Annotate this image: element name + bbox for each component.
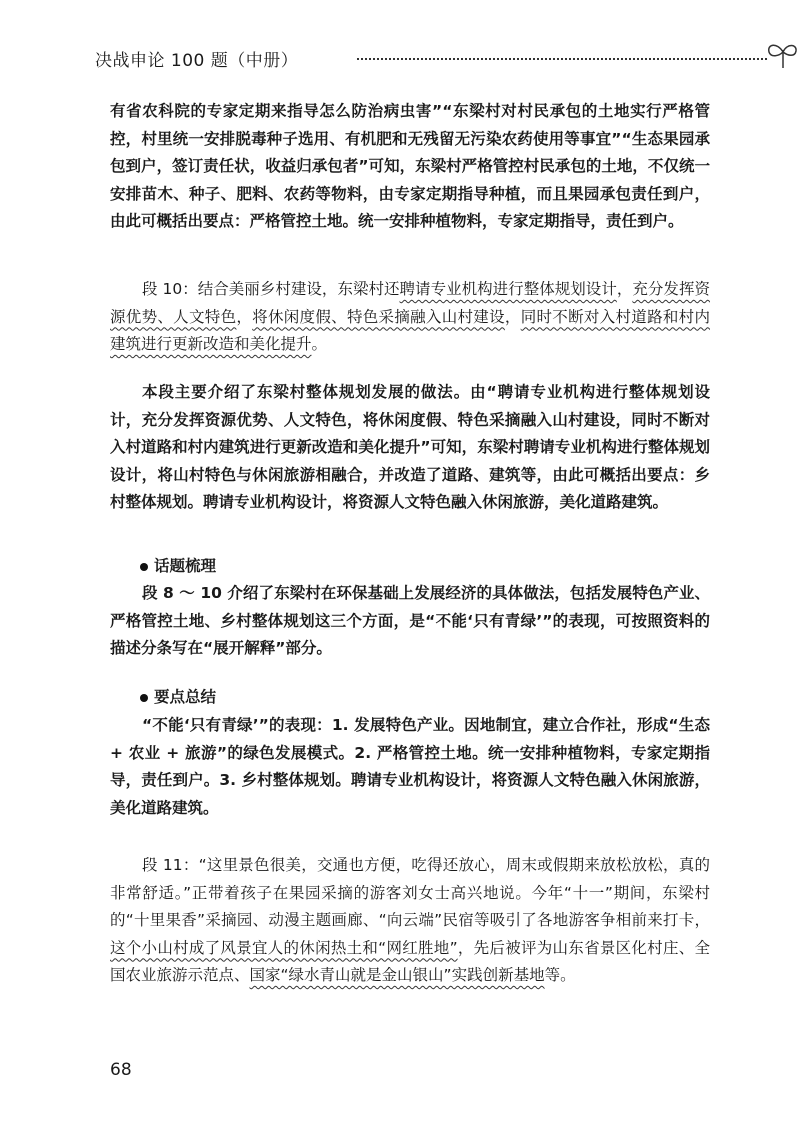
section-topic-review: 话题梳理 (140, 554, 216, 576)
book-title: 决战申论 100 题（中册） (95, 51, 299, 71)
bullet-icon (140, 694, 148, 702)
paragraph-analysis-10: 本段主要介绍了东梁村整体规划发展的做法。由“聘请专业机构进行整体规划设计，充分发挥资源优势、人文特色，将休闲度假、特色采摘融入山村建设，同时不断对入村道路和村内建筑进行更新改造和美化提升”可知，东梁村聘请专业机构进行整体规划设计，将山村特色与休闲旅游相融合，并改造了道路、建筑等，由此可概括出要点：乡村整体规划。聘请专业机构设计，将资源人文特色融入休闲旅游，美化道路建筑。 (110, 383, 710, 511)
paragraph-key-points: “不能‘只有青绿’”的表现：1. 发展特色产业。因地制宜，建立合作社，形成“生态 + 农业 + 旅游”的绿色发展模式。2. 严格管控土地。统一安排种植物料，专家定期指导，责任到户。3. 乡村整体规划。聘请专业机构设计，将资源人文特色融入休闲旅游，美化道路建筑。 (110, 716, 710, 817)
paragraph-topic-review: 段 8 ～ 10 介绍了东梁村在环保基础上发展经济的具体做法，包括发展特色产业、严格管控土地、乡村整体规划这三个方面，是“不能‘只有青绿’”的表现，可按照资料的描述分条写在“展开解释”部分。 (110, 584, 710, 657)
paragraph-analysis-9: 有省农科院的专家定期来指导怎么防治病虫害”“东梁村对村民承包的土地实行严格管控，村里统一安排脱毒种子选用、有机肥和无残留无污染农药使用等事宜”“生态果园承包到户，签订责任状，收益归承包者”可知，东梁村严格管控村民承包的土地，不仅统一安排苗木、种子、肥料、农药等物料，由专家定期指导种植，而且果园承包责任到户，由此可概括出要点：严格管控土地。统一安排种植物料，专家定期指导，责任到户。 (110, 102, 710, 230)
page-number: 68 (110, 1060, 132, 1080)
bullet-icon (140, 563, 148, 571)
header-rule (357, 58, 767, 60)
paragraph-source-10: 段 10：结合美丽乡村建设，东梁村还聘请专业机构进行整体规划设计，充分发挥资源优势、人文特色，将休闲度假、特色采摘融入山村建设，同时不断对入村道路和村内建筑进行更新改造和美化提升。 (110, 280, 710, 353)
section-key-points: 要点总结 (140, 685, 216, 707)
page-header (95, 40, 715, 70)
paragraph-source-11: 段 11：“这里景色很美，交通也方便，吃得还放心，周末或假期来放松放松，真的非常舒适。”正带着孩子在果园采摘的游客刘女士高兴地说。今年“十一”期间，东梁村的“十里果香”采摘园、动漫主题画廊、“向云端”民宿等吸引了各地游客争相前来打卡，这个小山村成了风景宜人的休闲热土和“网红胜地”，先后被评为山东省景区化村庄、全国农业旅游示范点、国家“绿水青山就是金山银山”实践创新基地等。 (110, 856, 710, 984)
sprout-icon (763, 40, 800, 70)
